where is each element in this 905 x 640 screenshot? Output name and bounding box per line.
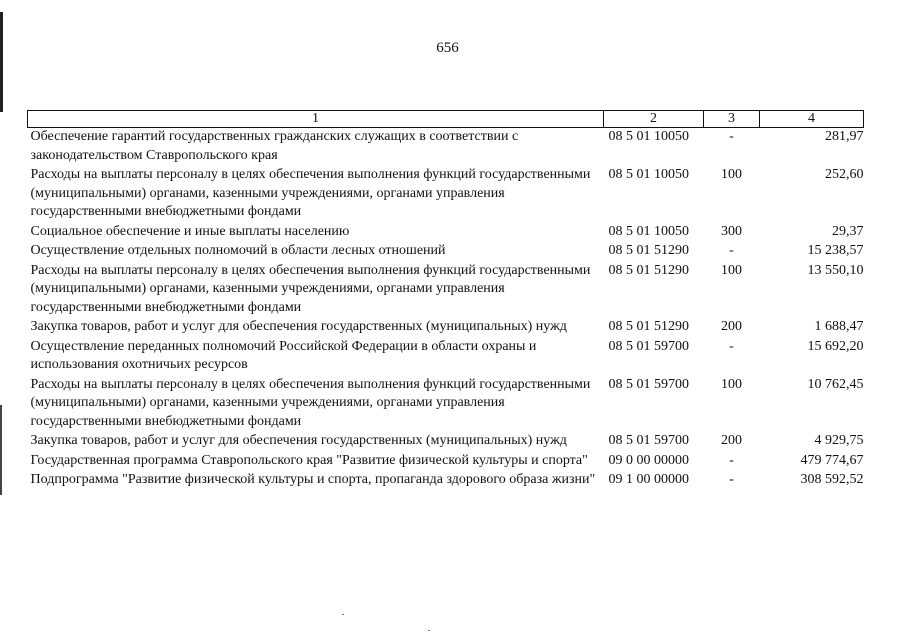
row-code: 08 5 01 10050 [608,223,689,239]
row-code: 08 5 01 59700 [608,338,689,354]
row-vr: 100 [721,262,742,278]
row-name: Закупка товаров, работ и услуг для обеспечения государственных (муниципальных) нужд [30,433,567,448]
row-name: Расходы на выплаты персоналу в целях обеспечения выполнения функций государственными (муниципальными) органами, казенными учреждениями, органами управления государственными внебюджетными фондами [30,167,591,219]
column-header: 2 [604,111,704,128]
row-name: Закупка товаров, работ и услуг для обеспечения государственных (муниципальных) нужд [30,319,567,334]
row-vr: - [729,129,734,144]
row-name: Социальное обеспечение и иные выплаты населению [30,223,350,239]
row-sum: 479 774,67 [800,452,864,468]
table-header-row [28,111,864,128]
scan-speck [342,614,344,615]
table-row [28,128,864,167]
row-vr: 200 [721,319,742,334]
row-vr: 100 [721,167,742,182]
row-name: Осуществление отдельных полномочий в области лесных отношений [30,243,446,258]
row-name: Расходы на выплаты персоналу в целях обеспечения выполнения функций государственными (муниципальными) органами, казенными учреждениями, органами управления государственными внебюджетными фондами [30,376,591,429]
column-header: 1 [28,111,604,128]
table-row [28,432,864,452]
row-name: Обеспечение гарантий государственных гражданских служащих в соответствии с законодательством Ставропольского края [30,129,519,163]
row-sum: 29,37 [832,223,864,239]
row-vr: - [729,243,734,258]
row-vr: 100 [721,376,742,392]
row-vr: 300 [721,223,742,239]
budget-table [27,110,864,491]
table-row [28,223,864,243]
table-row [28,242,864,262]
row-vr: 200 [721,433,742,448]
row-name: Расходы на выплаты персоналу в целях обеспечения выполнения функций государственными (муниципальными) органами, казенными учреждениями, органами управления государственными внебюджетными фондами [30,262,591,315]
table-row [28,376,864,433]
column-header: 3 [704,111,760,128]
row-code: 08 5 01 51290 [608,243,689,258]
row-code: 09 1 00 00000 [608,472,689,487]
row-vr: - [729,452,734,468]
row-name: Осуществление переданных полномочий Российской Федерации в области охраны и использования охотничьих ресурсов [30,338,537,372]
row-sum: 10 762,45 [807,376,864,392]
table-row [28,318,864,338]
row-sum: 252,60 [825,167,864,182]
row-sum: 15 692,20 [807,338,864,354]
row-sum: 15 238,57 [807,243,864,258]
row-sum: 308 592,52 [800,472,864,487]
row-sum: 1 688,47 [814,319,864,334]
row-code: 08 5 01 51290 [608,319,689,334]
row-name: Подпрограмма "Развитие физической культуры и спорта, пропаганда здорового образа жизни" [30,472,596,487]
page-number: 656 [436,40,459,56]
row-code: 08 5 01 59700 [608,433,689,448]
row-sum: 4 929,75 [814,433,864,448]
scan-speck [428,630,430,631]
row-vr: - [729,472,734,487]
row-code: 08 5 01 51290 [608,262,689,278]
row-code: 08 5 01 59700 [608,376,689,392]
row-vr: - [729,338,734,354]
row-code: 08 5 01 10050 [608,167,689,182]
column-header: 4 [760,111,864,128]
left-margin-rule-lower [0,405,2,495]
row-code: 09 0 00 00000 [608,452,689,468]
table-row [28,471,864,491]
row-sum: 281,97 [825,129,864,144]
table-row [28,338,864,376]
row-code: 08 5 01 10050 [608,129,689,144]
row-name: Государственная программа Ставропольского края "Развитие физической культуры и спорта" [30,452,588,468]
table-row [28,452,864,472]
left-margin-rule [0,12,3,112]
table-row [28,262,864,319]
table-row [28,166,864,223]
row-sum: 13 550,10 [807,262,864,278]
